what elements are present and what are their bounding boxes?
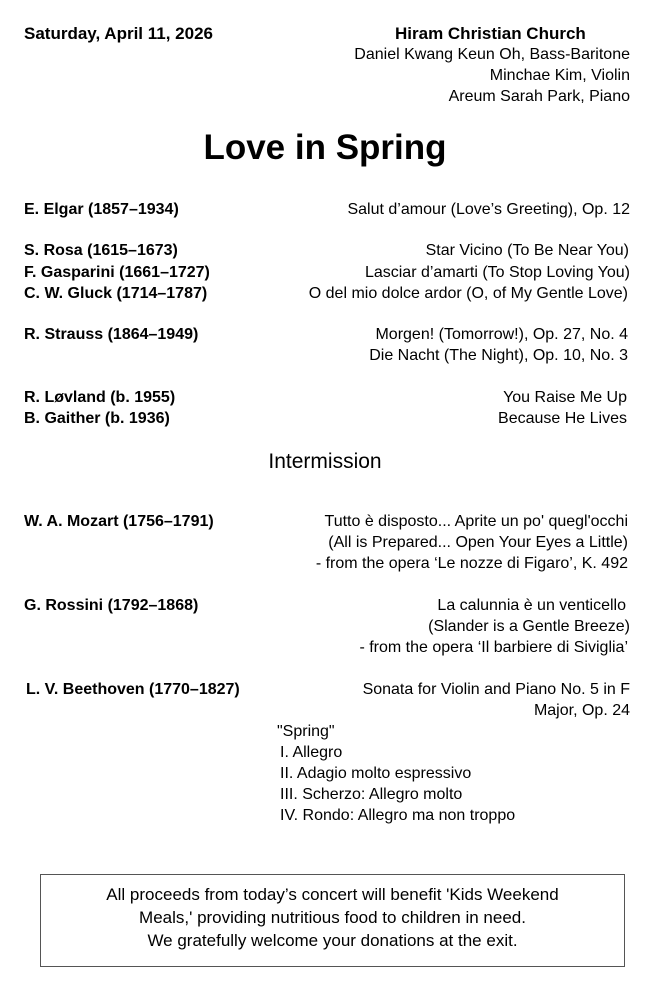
venue-name: Hiram Christian Church	[395, 24, 586, 43]
work-gasparini: Lasciar d’amarti (To Stop Loving You)	[364, 264, 630, 281]
composer-gasparini: F. Gasparini (1661–1727)	[24, 264, 210, 281]
composer-gluck: C. W. Gluck (1714–1787)	[24, 285, 208, 302]
work-elgar: Salut d’amour (Love’s Greeting), Op. 12	[347, 201, 630, 218]
composer-rosa: S. Rosa (1615–1673)	[24, 242, 178, 259]
notice-line-2: Meals,' providing nutritious food to children in need.	[139, 908, 526, 927]
work-rosa: Star Vicino (To Be Near You)	[425, 242, 629, 259]
work-beethoven-1: Sonata for Violin and Piano No. 5 in F	[362, 681, 630, 698]
beethoven-nickname: "Spring"	[277, 723, 335, 740]
composer-gaither: B. Gaither (b. 1936)	[24, 410, 170, 427]
movement-1: I. Allegro	[280, 744, 343, 761]
notice-line-1: All proceeds from today’s concert will benefit 'Kids Weekend	[106, 885, 559, 904]
work-lovland: You Raise Me Up	[503, 389, 627, 406]
performer-3: Areum Sarah Park, Piano	[448, 88, 630, 105]
composer-elgar: E. Elgar (1857–1934)	[24, 201, 179, 218]
composer-lovland: R. Løvland (b. 1955)	[24, 389, 176, 406]
composer-rossini: G. Rossini (1792–1868)	[24, 597, 199, 614]
composer-beethoven: L. V. Beethoven (1770–1827)	[26, 681, 240, 698]
concert-title: Love in Spring	[203, 128, 447, 167]
concert-date: Saturday, April 11, 2026	[24, 24, 213, 43]
work-gluck: O del mio dolce ardor (O, of My Gentle Love)	[308, 285, 628, 302]
work-rossini-1: La calunnia è un venticello	[437, 597, 626, 614]
donation-notice-box	[40, 874, 625, 967]
movement-2: II. Adagio molto espressivo	[280, 765, 472, 782]
work-gaither: Because He Lives	[498, 410, 627, 427]
performer-1: Daniel Kwang Keun Oh, Bass-Baritone	[354, 46, 630, 63]
composer-strauss: R. Strauss (1864–1949)	[24, 326, 199, 343]
composer-mozart: W. A. Mozart (1756–1791)	[24, 513, 214, 530]
work-rossini-3: - from the opera ‘Il barbiere di Siviglia’	[359, 639, 628, 656]
movement-4: IV. Rondo: Allegro ma non troppo	[280, 807, 516, 824]
work-mozart-2: (All is Prepared... Open Your Eyes a Little)	[328, 534, 628, 551]
work-strauss-1: Morgen! (Tomorrow!), Op. 27, No. 4	[375, 326, 628, 343]
movement-3: III. Scherzo: Allegro molto	[280, 786, 463, 803]
work-rossini-2: (Slander is a Gentle Breeze)	[428, 618, 630, 635]
work-strauss-2: Die Nacht (The Night), Op. 10, No. 3	[369, 347, 628, 364]
work-mozart-3: - from the opera ‘Le nozze di Figaro’, K. 492	[315, 555, 628, 572]
work-mozart-1: Tutto è disposto... Aprite un po' quegl'occhi	[324, 513, 628, 530]
intermission-heading: Intermission	[268, 450, 382, 473]
performer-2: Minchae Kim, Violin	[489, 67, 630, 84]
work-beethoven-2: Major, Op. 24	[533, 702, 630, 719]
notice-line-3: We gratefully welcome your donations at the exit.	[147, 931, 518, 950]
